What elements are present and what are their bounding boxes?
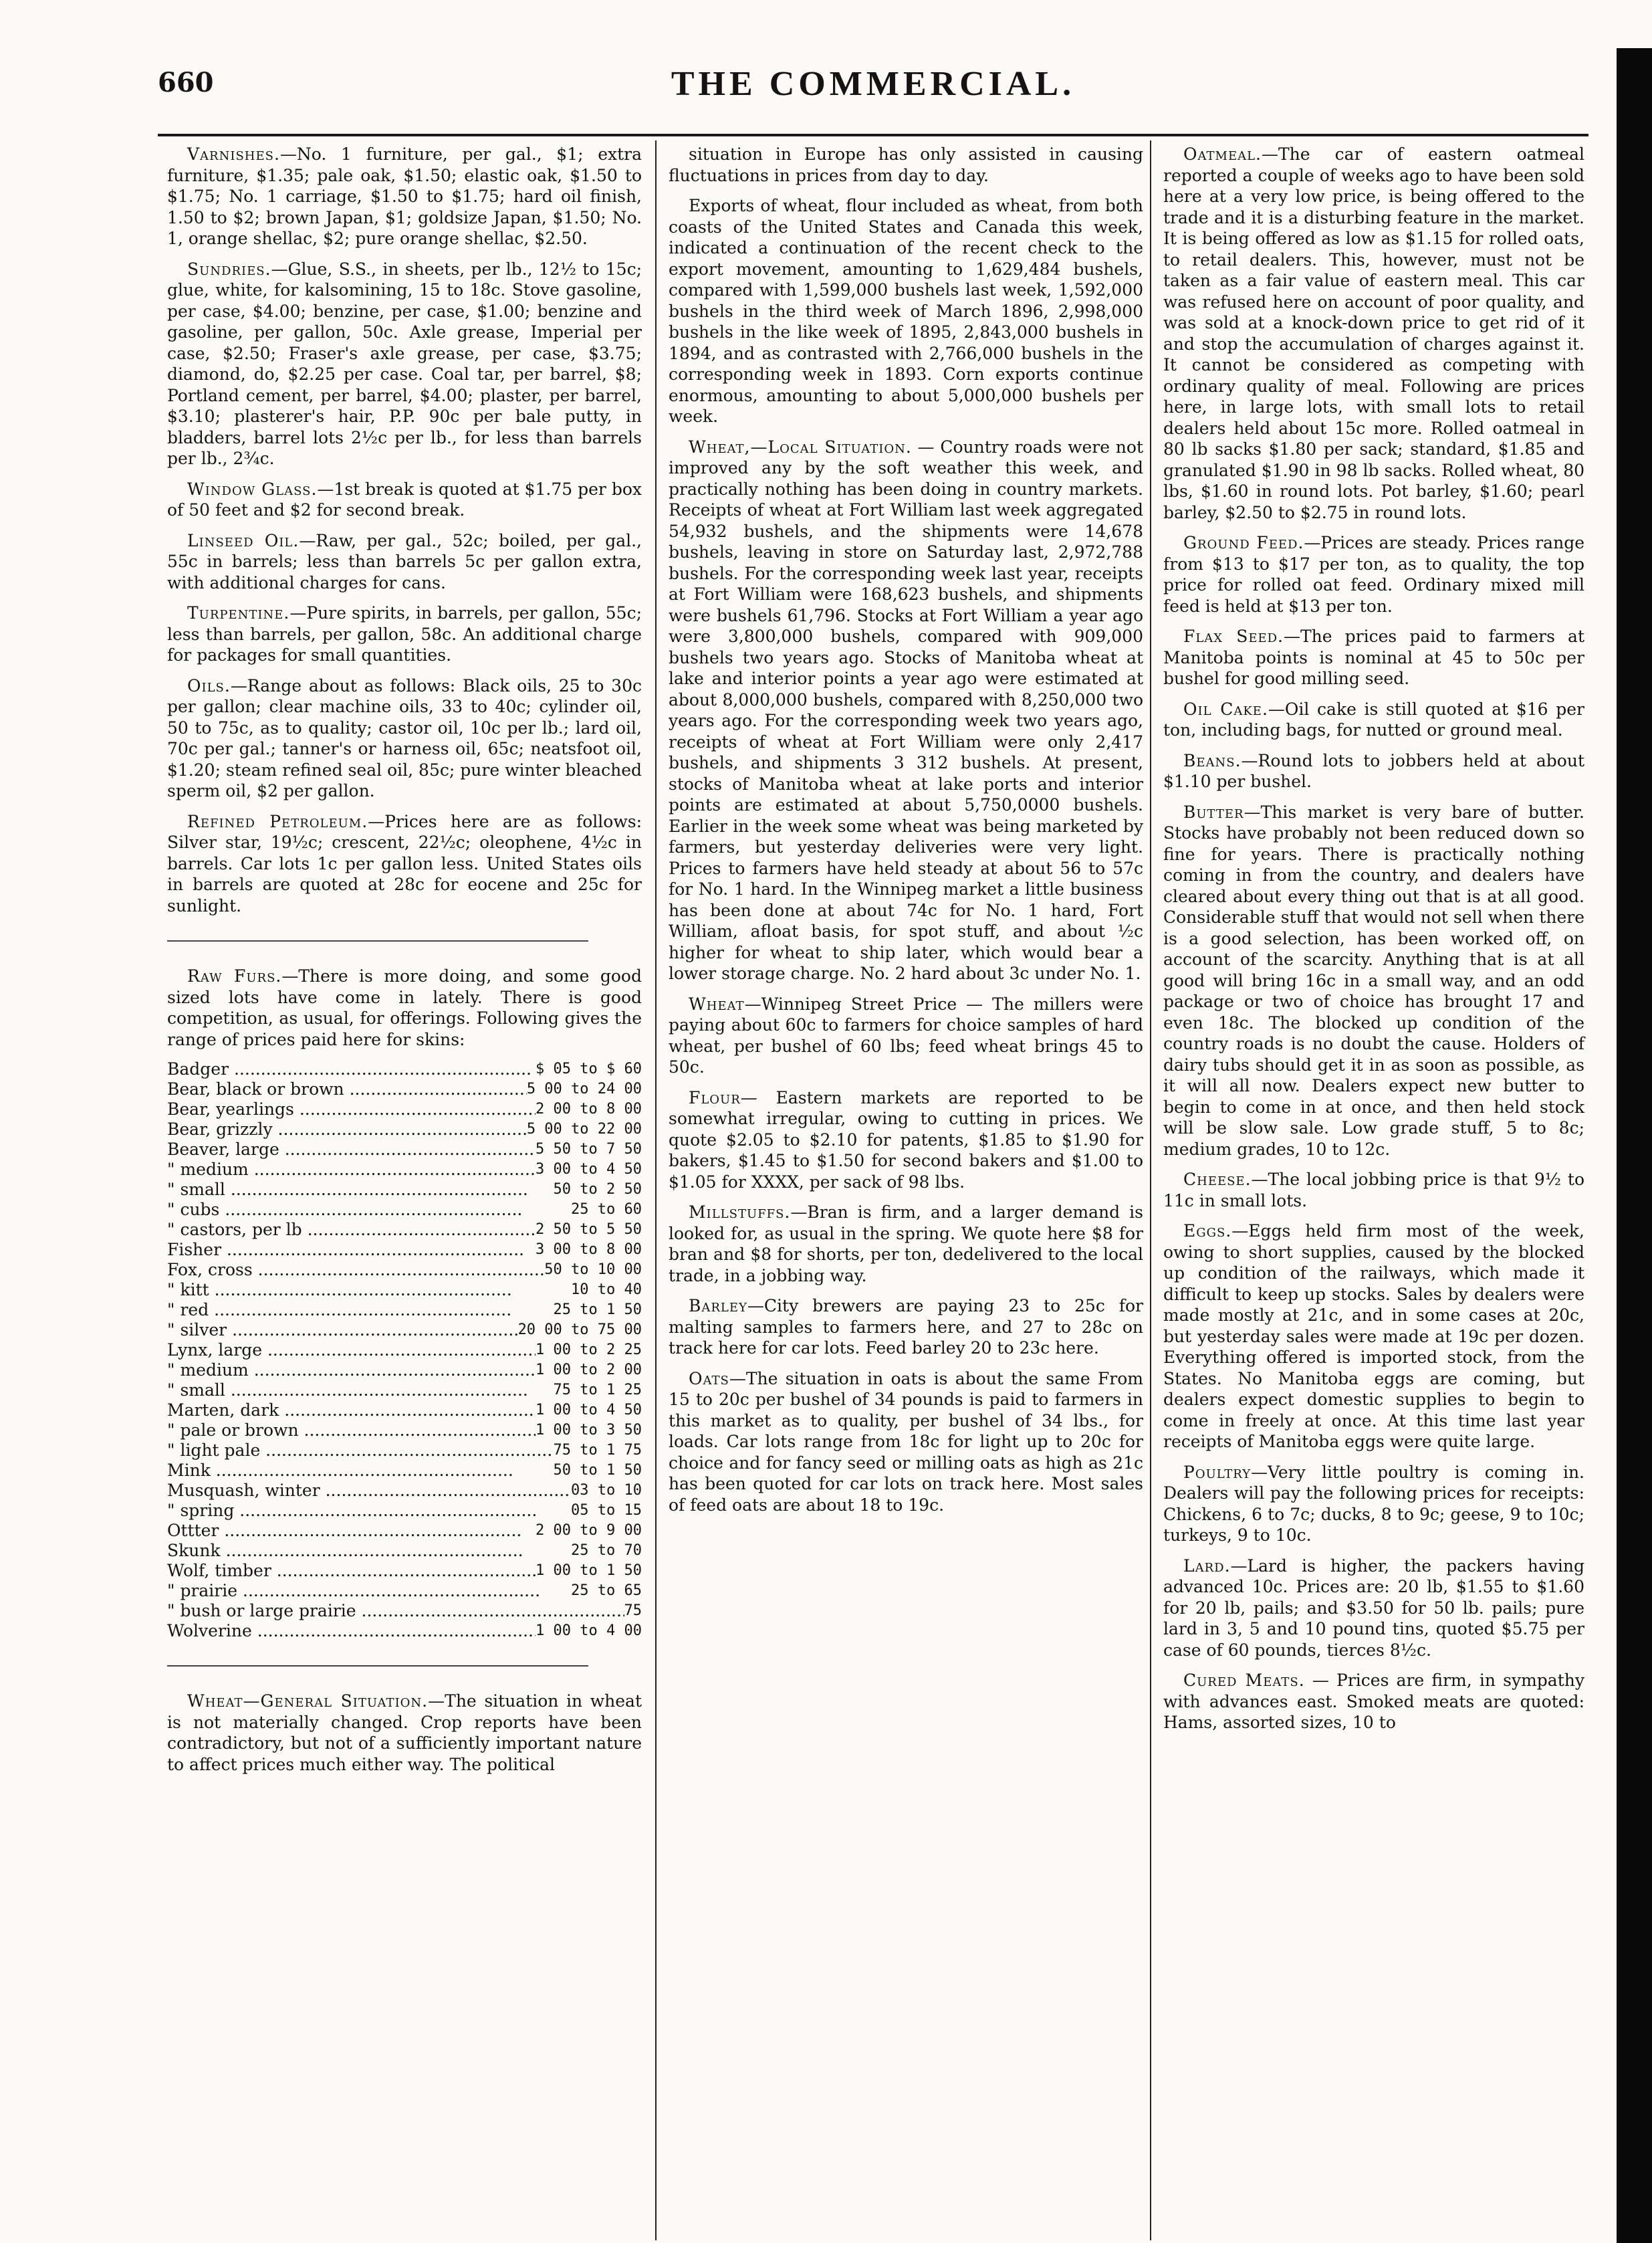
fur-price: 1 00 to 3 50 [536, 1422, 642, 1438]
article-body: —Prices here are as follows: Silver star, 19½c; crescent, 22½c; oleophene, 4½c in barrels. Car lots 1c per gallon less. United States oils in barrels are quoted at 28c for eocene and 25c for sunlight. [167, 811, 642, 916]
article-heading: Cured Meats. [1183, 1671, 1305, 1690]
fur-price: 25 to 60 [571, 1201, 642, 1218]
article-paragraph [1163, 1169, 1584, 1211]
table-row [167, 1320, 642, 1340]
table-row [167, 1481, 642, 1501]
fur-price: 05 to 15 [571, 1502, 642, 1519]
fur-price: 1 00 to 4 00 [536, 1622, 642, 1639]
article-body: situation in Europe has only assisted in causing fluctuations in prices from day to day. [669, 144, 1143, 185]
article-heading: Beans. [1183, 750, 1242, 770]
table-row [167, 1601, 642, 1621]
article-body: — Country roads were not improved any by the soft weather this week, and practically nothing has been doing in country markets. Receipts of wheat at Fort William last week aggregated 54,932 bushels, and the shipments were 14,678 bushels, leaving in store on Saturday last, 2,972,788 bushels. For the corresponding week last year, receipts at Fort William were 168,623 bushels, and shipments were bushels 61,796. Stocks at Fort William a year ago were 3,800,000 bushels, compared with 909,000 bushels two years ago. Stocks of Manitoba wheat at lake and interior points a year ago were estimated at about 8,000,000 bushels, compared with 8,250,000 two years ago. For the corresponding week two years ago, receipts of wheat at Fort William were only 2,417 bushels, and shipments 3 312 bushels. At present, stocks of Manitoba wheat at lake ports and interior points are estimated at about 5,750,0000 bushels. Earlier in the week some wheat was being marketed by farmers, but yesterday deliveries were very light. Prices to farmers have held steady at about 56 to 57c for No. 1 hard. In the Winnipeg market a little business has been done at about 74c for No. 1 hard, Fort William, afloat basis, for spot stuff, and about ½c higher for wheat to ship later, which would bear a lower storage charge. No. 2 hard about 3c under No. 1. [669, 437, 1143, 983]
article-paragraph [1163, 699, 1584, 741]
article-heading: Cheese. [1183, 1170, 1252, 1189]
article-heading: Varnishes. [187, 144, 280, 164]
fur-name: Fisher ..... [167, 1240, 536, 1260]
table-row [167, 1521, 642, 1541]
article-paragraph [669, 437, 1143, 984]
table-row [167, 1140, 642, 1160]
fur-name: " light pale ..... [167, 1440, 554, 1461]
table-row [167, 1420, 642, 1440]
article-heading: Refined Petroleum. [187, 811, 368, 831]
fur-name: " red ..... [167, 1300, 554, 1320]
article-body: —Oil cake is still quoted at $16 per ton, including bags, for nutted or ground meal. [1163, 699, 1584, 740]
fur-price: 5 50 to 7 50 [536, 1141, 642, 1158]
fur-name: " small ..... [167, 1380, 554, 1400]
table-row [167, 1501, 642, 1521]
column-2 [669, 144, 1143, 1525]
column-1 [167, 144, 642, 1784]
fur-price: 2 50 to 5 50 [536, 1221, 642, 1238]
header-rule [158, 134, 1588, 136]
fur-name: Fox, cross ..... [167, 1260, 544, 1280]
fur-price: 25 to 70 [571, 1542, 642, 1559]
article-heading: Wheat [689, 994, 745, 1014]
table-row [167, 1119, 642, 1140]
fur-name: " small ..... [167, 1180, 554, 1200]
fur-name: " spring ..... [167, 1501, 571, 1521]
fur-name: " medium ..... [167, 1160, 536, 1180]
article-heading: Raw Furs. [187, 966, 282, 986]
fur-price: 03 to 10 [571, 1482, 642, 1499]
article-body: —Glue, S.S., in sheets, per lb., 12½ to 15c; glue, white, for kalsomining, 15 to 18c. Stove gasoline, per case, $4.00; benzine, per case, $1.00; benzine and gasoline, per gallon, 50c. Axle grease, Imperial per case, $2.50; Fraser's axle grease, per case, $3.75; diamond, do, $2.25 per case. Coal tar, per barrel, $8; Portland cement, per barrel, $4.00; plaster, per barrel, $3.10; plasterer's hair, P.P. 90c per bale putty, in bladders, barrel lots 2½c per lb., for less than barrels per lb., 2¾c. [167, 259, 642, 468]
article-paragraph [167, 966, 642, 1050]
article-body: —1st break is quoted at $1.75 per box of 50 feet and $2 for second break. [167, 479, 642, 520]
article-heading: Oatmeal. [1183, 144, 1262, 164]
article-heading: Sundries. [187, 259, 271, 279]
article-paragraph [1163, 144, 1584, 523]
fur-price: 5 00 to 22 00 [526, 1121, 642, 1138]
article-body: —Very little poultry is coming in. Dealers will pay the following prices for receipts: Chickens, 6 to 7c; ducks, 8 to 9c; geese, 9 to 10c; turkeys, 9 to 10c. [1163, 1462, 1584, 1545]
fur-price: 20 00 to 75 00 [517, 1321, 642, 1338]
section-separator [167, 1665, 588, 1667]
article-paragraph [669, 1368, 1143, 1516]
article-heading: Barley [689, 1296, 747, 1315]
article-paragraph [1163, 1556, 1584, 1661]
article-paragraph [1163, 1220, 1584, 1453]
article-body: —Range about as follows: Black oils, 25 to 30c per gallon; clear machine oils, 33 to 40c; cylinder oil, 50 to 75c, as to quality; castor oil, 10c per lb.; lard oil, 70c per gal.; tanner's or harness oil, 65c; neatsfoot oil, $1.20; steam refined seal oil, 85c; pure winter bleached sperm oil, $2 per gallon. [167, 675, 642, 800]
fur-price: $ 05 to $ 60 [536, 1061, 642, 1077]
fur-name: " castors, per lb ..... [167, 1220, 536, 1240]
table-row [167, 1380, 642, 1400]
section-separator [167, 940, 588, 942]
article-heading: Oats [689, 1368, 729, 1388]
fur-price: 1 00 to 4 50 [536, 1402, 642, 1418]
article-paragraph [1163, 626, 1584, 689]
fur-name: Wolverine ..... [167, 1621, 536, 1641]
column-3 [1163, 144, 1584, 1743]
fur-price: 50 to 2 50 [553, 1181, 642, 1198]
fur-name: " silver ..... [167, 1320, 518, 1340]
fur-name: Beaver, large ..... [167, 1140, 536, 1160]
fur-name: Bear, black or brown ..... [167, 1079, 527, 1099]
article-heading: Linseed Oil. [187, 530, 300, 550]
article-heading: Flax Seed. [1183, 627, 1284, 646]
article-paragraph [167, 259, 642, 469]
article-paragraph [1163, 1462, 1584, 1546]
article-paragraph [1163, 802, 1584, 1160]
fur-name: " medium ..... [167, 1360, 536, 1380]
fur-price: 3 00 to 4 50 [536, 1161, 642, 1178]
article-body: —The situation in wheat is not materially changed. Crop reports have been contradictory, but not of a sufficiently important nature to affect prices much either way. The political [167, 1691, 642, 1774]
article-body: — Prices are firm, in sympathy with advances east. Smoked meats are quoted: Hams, assorted sizes, 10 to [1163, 1671, 1584, 1732]
article-heading: Butter [1183, 802, 1244, 822]
fur-price: 2 00 to 8 00 [536, 1101, 642, 1117]
column-divider [655, 140, 657, 2240]
article-paragraph [167, 144, 642, 249]
page-number: 660 [158, 67, 214, 98]
page-header [158, 64, 1588, 104]
article-body: —Bran is firm, and a larger demand is looked for, as usual in the spring. We quote here $8 for bran and $8 for shorts, per ton, dedelivered to the local trade, in a jobbing way. [669, 1202, 1143, 1285]
article-paragraph [167, 675, 642, 802]
table-row [167, 1079, 642, 1099]
table-row [167, 1621, 642, 1641]
fur-price: 75 [624, 1602, 642, 1619]
table-row [167, 1340, 642, 1360]
fur-price: 5 00 to 24 00 [526, 1081, 642, 1097]
fur-name: Marten, dark ..... [167, 1400, 536, 1420]
article-heading: Turpentine. [187, 603, 290, 623]
fur-price-table [167, 1059, 642, 1641]
article-body: —Round lots to jobbers held at about $1.10 per bushel. [1163, 750, 1584, 791]
table-row [167, 1059, 642, 1079]
fur-name: Ottter ..... [167, 1521, 536, 1541]
fur-price: 50 to 1 50 [553, 1462, 642, 1479]
fur-name: Bear, grizzly ..... [167, 1119, 527, 1140]
fur-name: Skunk ..... [167, 1541, 571, 1561]
fur-name: " bush or large prairie ..... [167, 1601, 624, 1621]
article-heading: Ground Feed. [1183, 533, 1304, 552]
article-heading: Millstuffs. [689, 1202, 791, 1222]
fur-name: Badger ..... [167, 1059, 536, 1079]
article-body: —Prices are steady. Prices range from $13 to $17 per ton, as to quality, the top price for rolled oat feed. Ordinary mixed mill feed is held at $13 per ton. [1163, 533, 1584, 616]
table-row [167, 1581, 642, 1601]
article-body: —No. 1 furniture, per gal., $1; extra furniture, $1.35; pale oak, $1.50; elastic oak, $1.50 to $1.75; No. 1 carriage, $1.50 to $1.75; hard oil finish, 1.50 to $2; brown Japan, $1; goldsize Japan, $1.50; No. 1, orange shellac, $2; pure orange shellac, $2.50. [167, 144, 642, 248]
fur-price: 3 00 to 8 00 [536, 1241, 642, 1258]
article-body: —The local jobbing price is that 9½ to 11c in small lots. [1163, 1170, 1584, 1210]
article-body: —This market is very bare of butter. Stocks have probably not been reduced down so fine for years. There is practically nothing coming in from the country, and dealers have cleared about every thing out that is at all good. Considerable stuff that would not sell when there is a good selection, has been worked off, on account of the scarcity. Anything that is at all good will bring 16c in a small way, and an odd package or two of choice has brought 17 and even 18c. The blocked up condition of the country roads is no doubt the cause. Holders of dairy tubs should get it in as soon as possible, as it will all now. Dealers expect new butter to begin to come in at once, and then held stock will be slow sale. Low grade stuff, 5 to 8c; medium grades, 10 to 12c. [1163, 802, 1584, 1159]
table-row [167, 1440, 642, 1461]
article-paragraph [669, 1202, 1143, 1286]
fur-name: " pale or brown ..... [167, 1420, 536, 1440]
fur-name: Musquash, winter ..... [167, 1481, 571, 1501]
article-paragraph [669, 144, 1143, 186]
article-paragraph [1163, 750, 1584, 792]
fur-name: " kitt ..... [167, 1280, 571, 1300]
article-heading: Flour [689, 1087, 741, 1107]
table-row [167, 1180, 642, 1200]
article-body: —Raw, per gal., 52c; boiled, per gal., 55c in barrels; less than barrels 5c per gallon extra, with additional charges for cans. [167, 530, 642, 593]
article-body: —Winnipeg Street Price — The millers were paying about 60c to farmers for choice samples of hard wheat, per bushel of 60 lbs; feed wheat brings 45 to 50c. [669, 994, 1143, 1077]
article-body: —There is more doing, and some good sized lots have come in lately. There is good competition, as usual, for offerings. Following gives the range of prices paid here for skins: [167, 966, 642, 1049]
article-body: —Lard is higher, the packers having advanced 10c. Prices are: 20 lb, $1.55 to $1.60 for 20 lb, pails; and $3.50 for 50 lb. pails; pure lard in 3, 5 and 10 pound tins, quoted $5.75 per case of 60 pounds, tierces 8½c. [1163, 1556, 1584, 1660]
fur-price: 25 to 1 50 [553, 1301, 642, 1318]
article-paragraph [167, 811, 642, 917]
article-paragraph [1163, 1670, 1584, 1733]
article-paragraph [669, 1087, 1143, 1193]
fur-price: 25 to 65 [571, 1582, 642, 1599]
article-heading: Wheat,—Local Situation. [689, 437, 912, 457]
fur-price: 75 to 1 25 [553, 1382, 642, 1398]
table-row [167, 1160, 642, 1180]
fur-price: 1 00 to 2 00 [536, 1362, 642, 1378]
article-heading: Wheat—General Situation. [187, 1691, 429, 1711]
table-row [167, 1300, 642, 1320]
article-paragraph [1163, 532, 1584, 617]
table-row [167, 1360, 642, 1380]
fur-name: " cubs ..... [167, 1200, 571, 1220]
article-heading: Lard. [1183, 1556, 1231, 1576]
article-paragraph [669, 1295, 1143, 1359]
fur-name: Wolf, timber ..... [167, 1561, 536, 1581]
table-row [167, 1400, 642, 1420]
fur-price: 1 00 to 2 25 [536, 1342, 642, 1358]
article-heading: Eggs. [1183, 1221, 1232, 1241]
article-body: —The prices paid to farmers at Manitoba points is nominal at 45 to 50c per bushel for good milling seed. [1163, 627, 1584, 688]
article-heading: Window Glass. [187, 479, 318, 499]
fur-name: " prairie ..... [167, 1581, 571, 1601]
fur-price: 10 to 40 [571, 1281, 642, 1298]
article-paragraph [669, 195, 1143, 427]
fur-price: 1 00 to 1 50 [536, 1562, 642, 1579]
table-row [167, 1099, 642, 1119]
article-body: —The situation in oats is about the same From 15 to 20c per bushel of 34 pounds is paid to farmers in this market as to quality, per bushel of 34 lbs., for loads. Car lots range from 18c for light up to 20c for choice and for fancy seed or milling oats as high as 21c has been quoted for car lots on track here. Most sales of feed oats are about 18 to 19c. [669, 1368, 1143, 1515]
article-paragraph [167, 530, 642, 594]
article-body: Exports of wheat, flour included as wheat, from both coasts of the United States and Canada this week, indicated a continuation of the recent check to the export movement, amounting to 1,629,484 bushels, compared with 1,599,000 bushels last week, 1,592,000 bushels in the third week of March 1896, 2,998,000 bushels in the like week of 1895, 2,843,000 bushels in 1894, and as contrasted with 2,766,000 bushels in the corresponding week in 1893. Corn exports continue enormous, amounting to about 5,000,000 bushels per week. [669, 196, 1143, 426]
article-paragraph [167, 603, 642, 666]
masthead-title: THE COMMERCIAL. [671, 65, 1076, 103]
fur-price: 75 to 1 75 [553, 1442, 642, 1459]
column-divider [1150, 140, 1151, 2240]
article-heading: Oil Cake. [1183, 699, 1268, 719]
article-paragraph [167, 479, 642, 521]
table-row [167, 1541, 642, 1561]
fur-name: Mink ..... [167, 1461, 554, 1481]
table-row [167, 1461, 642, 1481]
article-heading: Poultry [1183, 1462, 1252, 1482]
table-row [167, 1280, 642, 1300]
fur-name: Bear, yearlings ..... [167, 1099, 536, 1119]
table-row [167, 1220, 642, 1240]
article-body: —Pure spirits, in barrels, per gallon, 55c; less than barrels, per gallon, 58c. An additional charge for packages for small quantities. [167, 603, 642, 665]
article-paragraph [167, 1691, 642, 1775]
scan-edge-shadow [1617, 48, 1652, 2243]
article-body: — Eastern markets are reported to be somewhat irregular, owing to cutting in prices. We quote $2.05 to $2.10 for patents, $1.85 to $1.90 for bakers, $1.45 to $1.50 for second bakers and $1.00 to $1.05 for XXXX, per sack of 98 lbs. [669, 1087, 1143, 1192]
article-paragraph [669, 994, 1143, 1078]
fur-price: 50 to 10 00 [544, 1261, 642, 1278]
table-row [167, 1200, 642, 1220]
fur-name: Lynx, large ..... [167, 1340, 536, 1360]
table-row [167, 1561, 642, 1581]
table-row [167, 1260, 642, 1280]
table-row [167, 1240, 642, 1260]
article-heading: Oils. [187, 675, 231, 696]
fur-price: 2 00 to 9 00 [536, 1522, 642, 1539]
article-body: —Eggs held firm most of the week, owing to short supplies, caused by the blocked up condition of the railways, which made it difficult to keep up stocks. Sales by dealers were made mostly at 21c, and in some cases at 20c, but yesterday sales were made at 19c per dozen. Everything offered is imported stock, from the States. No Manitoba eggs are coming, but dealers expect domestic supplies to begin to come in freely at once. At this time last year receipts of Manitoba eggs were quite large. [1163, 1221, 1584, 1451]
article-body: —City brewers are paying 23 to 25c for malting samples to farmers here, and 27 to 28c on track here for car lots. Feed barley 20 to 23c here. [669, 1296, 1143, 1358]
article-body: —The car of eastern oatmeal reported a couple of weeks ago to have been sold here at a very low price, is being offered to the trade and it is a disturbing feature in the market. It is being offered as low as $1.15 for rolled oats, to retail dealers. This, however, must not be taken as a fair value of eastern meal. This car was refused here on account of poor quality, and was sold at a knock-down price to get rid of it and stop the accumulation of charges against it. It cannot be considered as competing with ordinary quality of meal. Following are prices here, in large lots, with small lots to retail dealers held about 15c more. Rolled oatmeal in 80 lb sacks $1.80 per sack; standard, $1.85 and granulated $1.90 in 98 lb sacks. Rolled wheat, 80 lbs, $1.60 in round lots. Pot barley, $1.60; pearl barley, $2.50 to $2.75 in round lots. [1163, 144, 1584, 522]
